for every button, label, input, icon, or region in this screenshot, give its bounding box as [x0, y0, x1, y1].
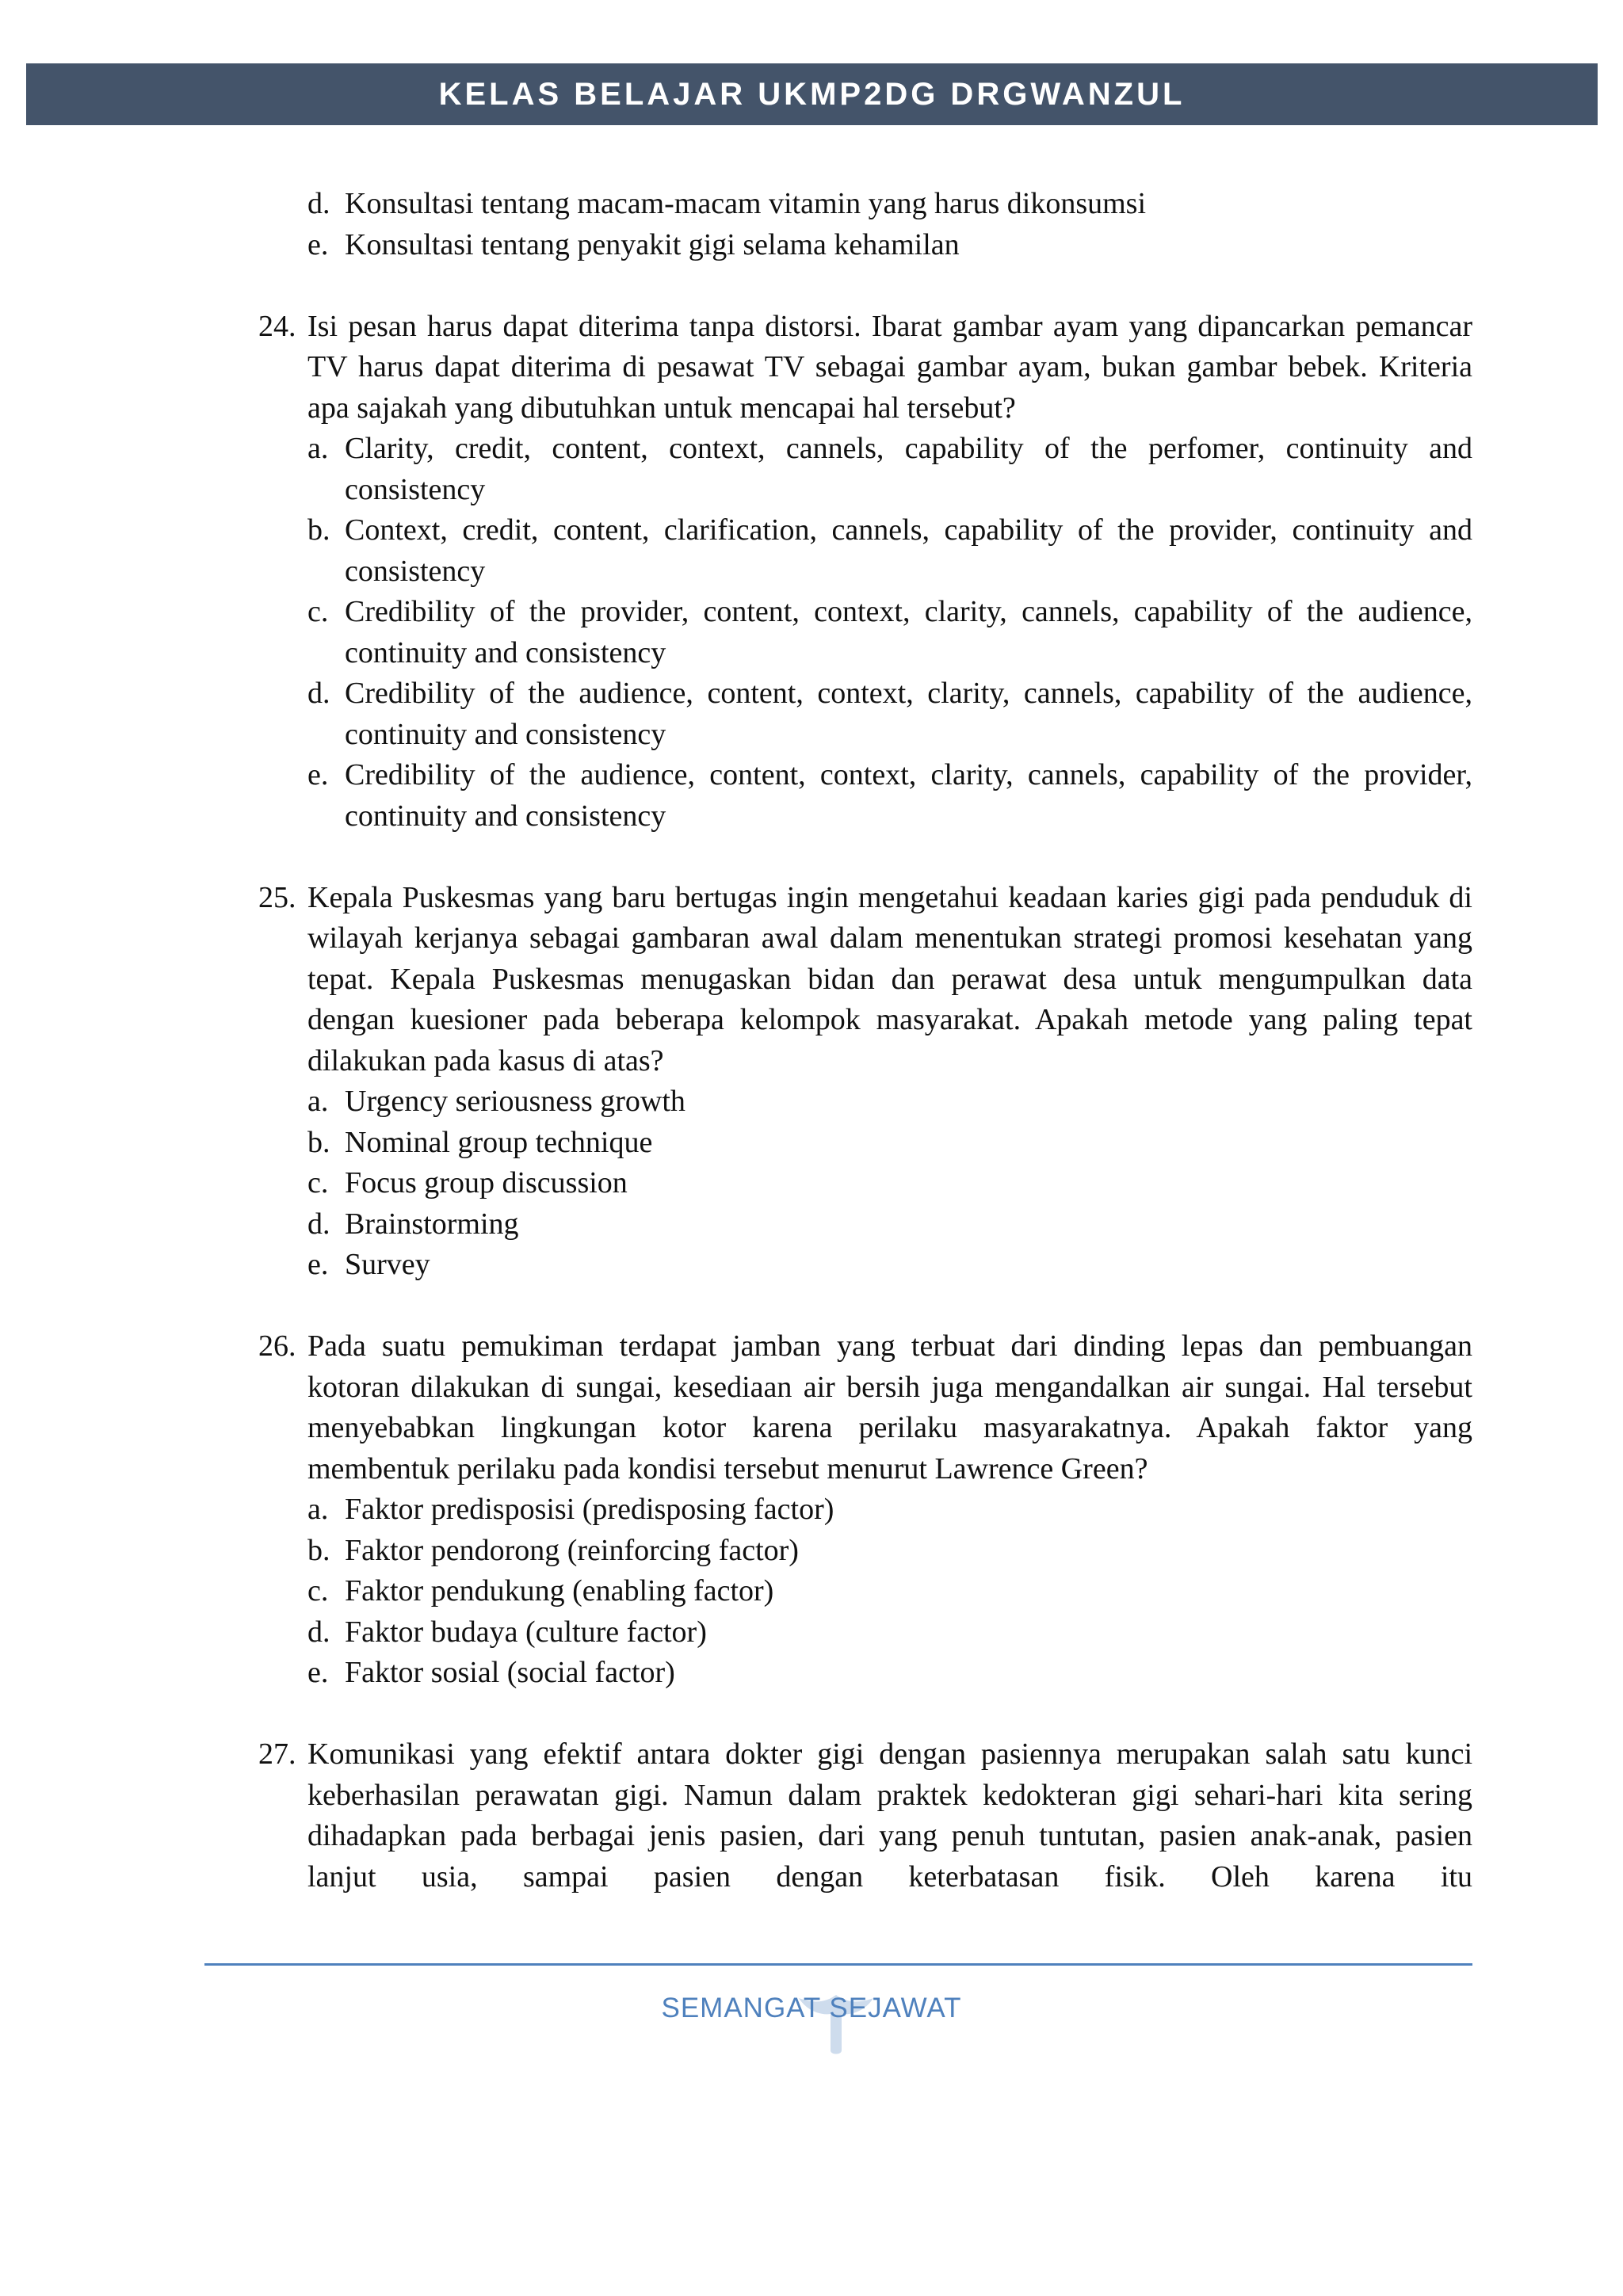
option-item	[307, 429, 1472, 510]
option-item	[258, 225, 1472, 266]
option-letter: d.	[307, 677, 330, 710]
question-number: 24.	[258, 309, 296, 343]
option-letter: d.	[307, 1615, 330, 1649]
question-26	[258, 1326, 1472, 1694]
option-text: Nominal group technique	[345, 1125, 653, 1159]
question-stem: Isi pesan harus dapat diterima tanpa distorsi. Ibarat gambar ayam yang dipancarkan pemancar TV harus dapat diterima di pesawat TV sebagai gambar ayam, bukan gambar bebek. Kriteria apa sajakah yang dibutuhkan untuk mencapai hal tersebut?	[307, 309, 1472, 425]
option-letter: e.	[307, 1656, 329, 1689]
question-stem: Kepala Puskesmas yang baru bertugas ingin mengetahui keadaan karies gigi pada penduduk di wilayah kerjanya sebagai gambaran awal dalam menentukan strategi promosi kesehatan yang tepat. Kepala Puskesmas menugaskan bidan dan perawat desa untuk mengumpulkan data dengan kuesioner pada beberapa kelompok masyarakat. Apakah metode yang paling tepat dilakukan pada kasus di atas?	[307, 880, 1472, 1077]
option-item	[307, 1204, 1472, 1245]
question-24	[258, 307, 1472, 837]
option-letter: d.	[307, 187, 330, 220]
option-item	[307, 1571, 1472, 1612]
option-text: Credibility of the provider, content, context, clarity, cannels, capability of the audience, continuity and consistency	[345, 595, 1472, 669]
option-letter: e.	[307, 1248, 329, 1281]
header-bar	[26, 63, 1598, 125]
option-letter: b.	[307, 1125, 330, 1159]
question-stem: Pada suatu pemukiman terdapat jamban yang terbuat dari dinding lepas dan pembuangan kotoran dilakukan di sungai, kesediaan air bersih juga mengandalkan air sungai. Hal tersebut menyebabkan lingkungan kotor karena perilaku masyarakatnya. Apakah faktor yang membentuk perilaku pada kondisi tersebut menurut Lawrence Green?	[307, 1329, 1472, 1486]
option-text: Focus group discussion	[345, 1166, 628, 1199]
question-number: 25.	[258, 880, 296, 914]
option-letter: e.	[307, 758, 329, 791]
option-text: Faktor pendukung (enabling factor)	[345, 1574, 774, 1608]
option-item	[307, 1123, 1472, 1164]
option-text: Faktor sosial (social factor)	[345, 1656, 675, 1689]
option-item	[307, 1489, 1472, 1531]
option-letter: a.	[307, 1493, 329, 1526]
option-text: Faktor pendorong (reinforcing factor)	[345, 1533, 799, 1567]
option-letter: e.	[307, 227, 329, 261]
option-text: Clarity, credit, content, context, cannels, capability of the perfomer, continuity and consistency	[345, 432, 1472, 506]
option-letter: c.	[307, 1166, 329, 1199]
option-item	[307, 592, 1472, 673]
option-letter: a.	[307, 432, 329, 465]
option-list	[307, 1081, 1472, 1286]
question-number: 26.	[258, 1329, 296, 1363]
option-item	[307, 1163, 1472, 1204]
option-text: Context, credit, content, clarification, cannels, capability of the provider, continuity and consistency	[345, 513, 1472, 588]
question-number: 27.	[258, 1737, 296, 1771]
option-list	[307, 1489, 1472, 1694]
option-letter: b.	[307, 1533, 330, 1567]
option-text: Konsultasi tentang penyakit gigi selama kehamilan	[345, 227, 960, 261]
option-letter: d.	[307, 1207, 330, 1241]
option-item	[307, 1612, 1472, 1653]
option-text: Survey	[345, 1248, 430, 1281]
footer-divider	[204, 1963, 1472, 1966]
option-item	[307, 510, 1472, 592]
option-text: Credibility of the audience, content, context, clarity, cannels, capability of the audience, continuity and consistency	[345, 677, 1472, 751]
option-item	[307, 1245, 1472, 1286]
option-text: Faktor budaya (culture factor)	[345, 1615, 707, 1649]
question-27	[258, 1734, 1472, 1897]
header-title: KELAS BELAJAR UKMP2DG DRGWANZUL	[438, 77, 1186, 112]
option-item	[307, 755, 1472, 837]
option-text: Faktor predisposisi (predisposing factor)	[345, 1493, 834, 1526]
question-25	[258, 878, 1472, 1286]
footer-text: SEMANGAT SEJAWAT	[661, 1993, 962, 2023]
page-content	[258, 184, 1472, 1897]
option-item	[307, 1081, 1472, 1123]
option-item	[307, 1653, 1472, 1694]
option-list	[307, 429, 1472, 837]
option-item	[258, 184, 1472, 225]
option-text: Brainstorming	[345, 1207, 519, 1241]
option-letter: a.	[307, 1085, 329, 1118]
option-letter: b.	[307, 513, 330, 547]
option-text: Urgency seriousness growth	[345, 1085, 685, 1118]
question-stem: Komunikasi yang efektif antara dokter gigi dengan pasiennya merupakan salah satu kunci keberhasilan perawatan gigi. Namun dalam praktek kedokteran gigi sehari-hari kita sering dihadapkan pada berbagai jenis pasien, dari yang penuh tuntutan, pasien anak-anak, pasien lanjut usia, sampai pasien dengan keterbatasan fisik. Oleh karena itu	[307, 1737, 1472, 1894]
option-item	[307, 673, 1472, 755]
option-letter: c.	[307, 595, 329, 628]
continued-options	[258, 184, 1472, 265]
option-letter: c.	[307, 1574, 329, 1608]
option-text: Konsultasi tentang macam-macam vitamin yang harus dikonsumsi	[345, 187, 1147, 220]
option-item	[307, 1531, 1472, 1572]
option-text: Credibility of the audience, content, context, clarity, cannels, capability of the provider, continuity and consistency	[345, 758, 1472, 833]
